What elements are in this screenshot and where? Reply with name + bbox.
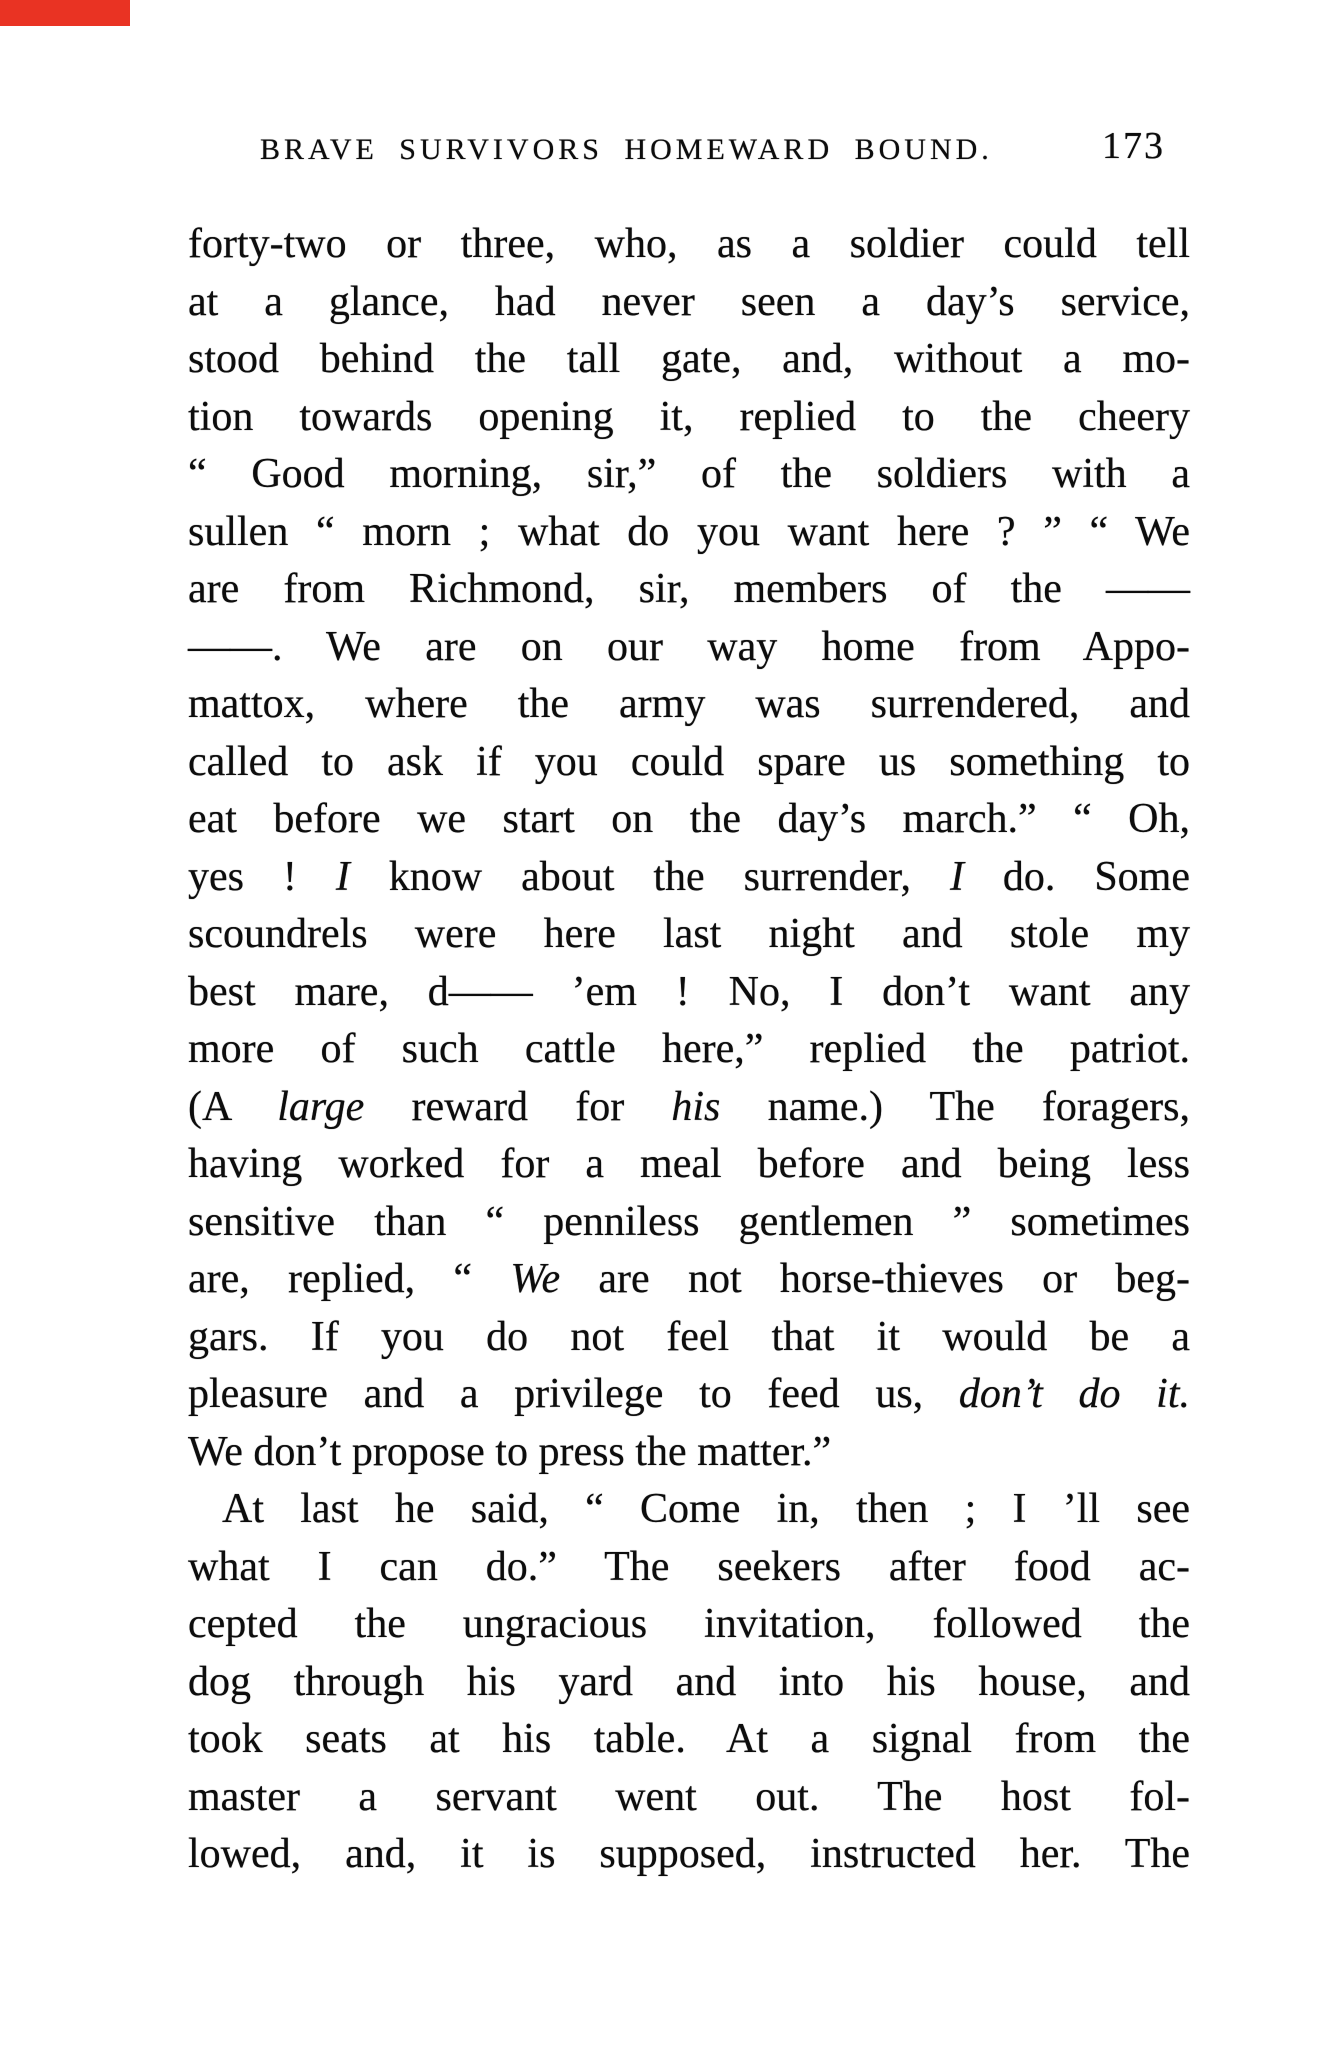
- text-line: stood behind the tall gate, and, without a mo-: [188, 336, 1190, 382]
- page-header: [188, 124, 1165, 174]
- text-line: scoundrels were here last night and stole my: [188, 911, 1190, 957]
- text-line: dog through his yard and into his house, and: [188, 1658, 1190, 1705]
- text-line: cepted the ungracious invitation, followed the: [188, 1601, 1190, 1647]
- text-line: lowed, and, it is supposed, instructed her. The: [188, 1831, 1190, 1877]
- text-line: forty-two or three, who, as a soldier could tell: [188, 221, 1190, 267]
- text-line: best mare, d—— ’em ! No, I don’t want any: [188, 968, 1190, 1015]
- page-body: [188, 216, 1190, 1884]
- text-line: At last he said, “ Come in, then ; I ’ll see: [222, 1486, 1190, 1532]
- text-line: gars. If you do not feel that it would be a: [188, 1313, 1190, 1360]
- text-line: are from Richmond, sir, members of the ——: [188, 566, 1190, 612]
- text-line: master a servant went out. The host fol-: [188, 1773, 1190, 1820]
- text-line: mattox, where the army was surrendered, and: [188, 681, 1190, 727]
- scan-mark-artifact: [0, 0, 130, 26]
- text-line: We don’t propose to press the matter.”: [188, 1428, 832, 1475]
- text-line: ——. We are on our way home from Appo-: [188, 623, 1190, 670]
- text-line: eat before we start on the day’s march.” “ Oh,: [188, 796, 1190, 842]
- text-line: sullen “ morn ; what do you want here ? ” “ We: [188, 508, 1190, 555]
- text-line: “ Good morning, sir,” of the soldiers with a: [188, 451, 1190, 497]
- page-number: 173: [1102, 125, 1165, 167]
- text-line: tion towards opening it, replied to the cheery: [188, 393, 1190, 440]
- text-line: what I can do.” The seekers after food ac-: [188, 1543, 1190, 1590]
- text-line: are, replied, “ We are not horse-thieves or beg-: [188, 1256, 1190, 1302]
- running-title: BRAVE SURVIVORS HOMEWARD BOUND.: [260, 133, 993, 166]
- text-line: having worked for a meal before and being less: [188, 1141, 1190, 1187]
- text-line: yes ! I know about the surrender, I do. Some: [188, 853, 1190, 900]
- text-line: at a glance, had never seen a day’s service,: [188, 278, 1190, 325]
- text-line: (A large reward for his name.) The foragers,: [188, 1083, 1190, 1130]
- text-line: sensitive than “ penniless gentlemen ” sometimes: [188, 1198, 1190, 1245]
- text-line: called to ask if you could spare us something to: [188, 738, 1190, 785]
- text-line: took seats at his table. At a signal from the: [188, 1716, 1190, 1762]
- text-line: more of such cattle here,” replied the patriot.: [188, 1026, 1190, 1072]
- text-line: pleasure and a privilege to feed us, don’t do it.: [188, 1371, 1190, 1417]
